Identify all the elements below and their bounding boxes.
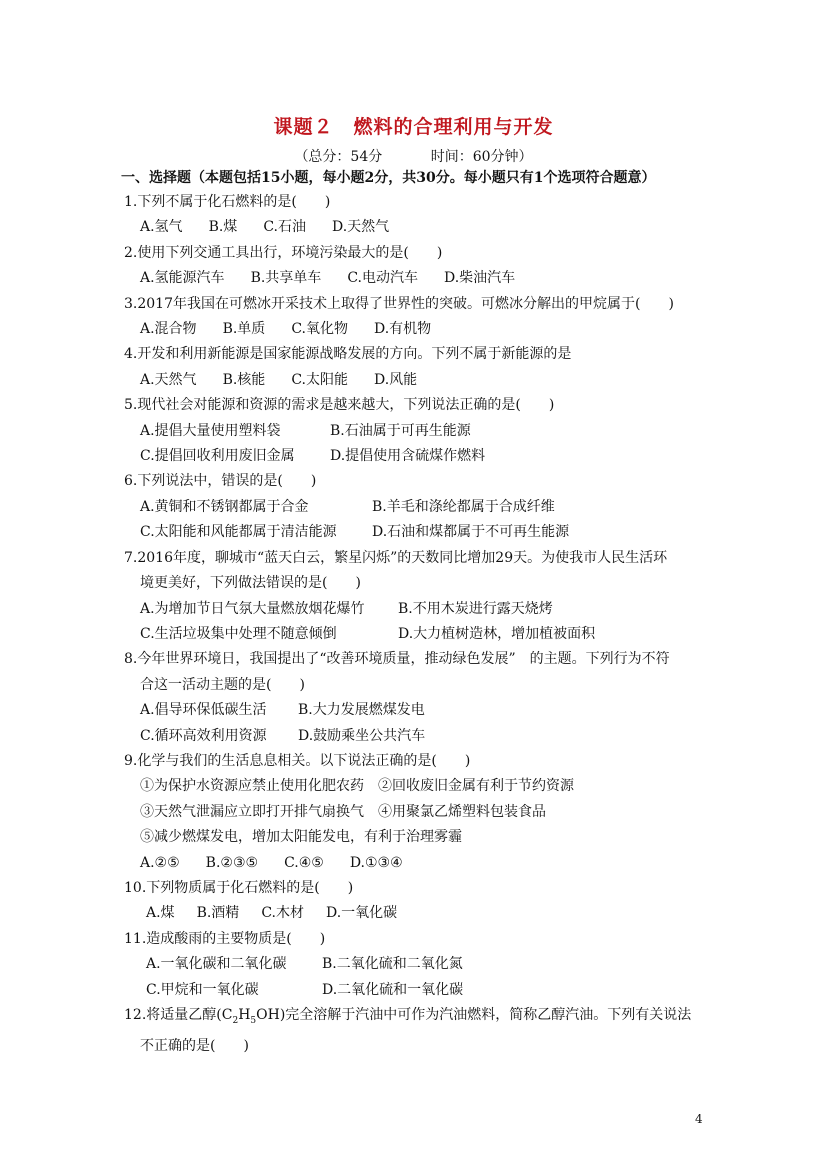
section-heading: 一、选择题（本题包括15小题，每小题2分，共30分。每小题只有1个选项符合题意） [121, 170, 656, 186]
question-4-options [124, 368, 724, 393]
option-d[interactable]: D.①③④ [349, 854, 403, 871]
exam-meta [0, 146, 827, 166]
option-a[interactable]: A.为增加节日气氛大量燃放烟花爆竹 [140, 600, 365, 617]
question-4-stem: 4.开发和利用新能源是国家能源战略发展的方向。下列不属于新能源的是 [124, 346, 572, 363]
option-c[interactable]: C.提倡回收利用废旧金属 [140, 448, 295, 465]
option-a[interactable]: A.天然气 [140, 371, 197, 388]
time-limit: 时间：60分钟） [430, 149, 533, 165]
option-d[interactable]: D.有机物 [373, 321, 432, 338]
question-1-options [124, 215, 724, 240]
option-d[interactable]: D.大力植树造林，增加植被面积 [398, 625, 596, 642]
option-a[interactable]: A.煤 [146, 905, 175, 922]
option-a[interactable]: A.倡导环保低碳生活 [140, 702, 267, 719]
option-b[interactable]: B.②③⑤ [205, 854, 259, 871]
question-9-statement-1: ①为保护水资源应禁止使用化肥农药 ②回收废旧金属有利于节约资源 [140, 778, 574, 795]
question-2-options [124, 266, 724, 291]
option-a[interactable]: A.一氧化碳和二氧化碳 [146, 956, 287, 973]
option-c[interactable]: C.木材 [261, 905, 304, 922]
option-b[interactable]: B.煤 [208, 219, 238, 236]
option-c[interactable]: C.太阳能和风能都属于清洁能源 [140, 524, 337, 541]
option-c[interactable]: C.甲烷和一氧化碳 [146, 981, 259, 998]
option-c[interactable]: C.电动汽车 [347, 270, 418, 287]
option-c[interactable]: C.石油 [263, 219, 306, 236]
question-12-stem: 12.将适量乙醇$(C_2H_5OH)$完全溶解于汽油中可作为汽油燃料，简称乙醇汽油。下列有关说法 [124, 1007, 692, 1026]
option-a[interactable]: A.提倡大量使用塑料袋 [140, 422, 281, 439]
option-a[interactable]: A.混合物 [140, 321, 197, 338]
option-b[interactable]: B.酒精 [196, 905, 240, 922]
option-d[interactable]: D.鼓励乘坐公共汽车 [298, 727, 426, 744]
option-a[interactable]: A.氢能源汽车 [140, 270, 225, 287]
question-1-stem: 1.下列不属于化石燃料的是( ) [124, 194, 331, 210]
question-3-stem: 3.2017年我国在可燃冰开采技术上取得了世界性的突破。可燃冰分解出的甲烷属于( ) [124, 295, 674, 312]
question-9-statement-2: ③天然气泄漏应立即打开排气扇换气 ④用聚氯乙烯塑料包装食品 [140, 803, 546, 820]
question-6-stem: 6.下列说法中，错误的是( ) [124, 473, 317, 490]
question-8-options [124, 698, 724, 749]
option-a[interactable]: A.氢气 [140, 219, 183, 236]
question-7-options [124, 597, 724, 648]
option-b[interactable]: B.单质 [222, 321, 266, 338]
option-b[interactable]: B.共享单车 [250, 270, 322, 287]
question-10-options [124, 901, 724, 926]
question-5-stem: 5.现代社会对能源和资源的需求是越来越大，下列说法正确的是( ) [124, 397, 555, 414]
option-b[interactable]: B.二氧化硫和二氧化氮 [322, 956, 463, 973]
option-d[interactable]: D.柴油汽车 [443, 270, 516, 287]
option-d[interactable]: D.一氧化碳 [325, 905, 398, 922]
question-11-options [124, 952, 724, 1003]
option-d[interactable]: D.天然气 [331, 219, 390, 236]
option-c[interactable]: C.④⑤ [284, 854, 324, 871]
option-d[interactable]: D.石油和煤都属于不可再生能源 [372, 524, 570, 541]
option-d[interactable]: D.风能 [373, 371, 418, 388]
question-9-statement-3: ⑤减少燃煤发电，增加太阳能发电，有利于治理雾霾 [140, 829, 462, 846]
option-c[interactable]: C.生活垃圾集中处理不随意倾倒 [140, 625, 337, 642]
question-8-stem: 8.今年世界环境日，我国提出了“改善环境质量，推动绿色发展” 的主题。下列行为不符 [124, 651, 670, 668]
option-d[interactable]: D.提倡使用含硫煤作燃料 [330, 448, 486, 465]
option-b[interactable]: B.石油属于可再生能源 [330, 422, 471, 439]
question-9-stem: 9.化学与我们的生活息息相关。以下说法正确的是( ) [124, 752, 471, 769]
question-2-stem: 2.使用下列交通工具出行，环境污染最大的是( ) [124, 244, 443, 261]
total-score: （总分：54分 [294, 149, 383, 165]
option-a[interactable]: A.②⑤ [140, 854, 180, 871]
question-3-options [124, 317, 724, 342]
option-c[interactable]: C.循环高效利用资源 [140, 727, 267, 744]
page-number: 4 [695, 1112, 703, 1126]
question-5-options [124, 419, 724, 470]
option-c[interactable]: C.氧化物 [291, 321, 348, 338]
question-7-stem: 7.2016年度，聊城市“蓝天白云，繁星闪烁”的天数同比增加29天。为使我市人民生活环 [124, 549, 668, 566]
question-12-stem-cont: 不正确的是( ) [140, 1038, 249, 1055]
question-8-stem-cont: 合这一活动主题的是( ) [140, 676, 305, 693]
question-7-stem-cont: 境更美好，下列做法错误的是( ) [140, 575, 361, 592]
option-c[interactable]: C.太阳能 [291, 371, 348, 388]
question-6-options [124, 495, 724, 546]
option-b[interactable]: B.核能 [222, 371, 266, 388]
page-title: 课题２ 燃料的合理利用与开发 [273, 116, 554, 138]
option-a[interactable]: A.黄铜和不锈钢都属于合金 [140, 498, 309, 515]
option-b[interactable]: B.不用木炭进行露天烧烤 [398, 600, 553, 617]
option-b[interactable]: B.羊毛和涤纶都属于合成纤维 [372, 498, 555, 515]
question-9-options [124, 851, 724, 876]
question-10-stem: 10.下列物质属于化石燃料的是( ) [124, 879, 354, 896]
option-b[interactable]: B.大力发展燃煤发电 [298, 702, 425, 719]
question-11-stem: 11.造成酸雨的主要物质是( ) [124, 930, 326, 947]
question-list [124, 190, 724, 1060]
option-d[interactable]: D.二氧化硫和一氧化碳 [322, 981, 464, 998]
